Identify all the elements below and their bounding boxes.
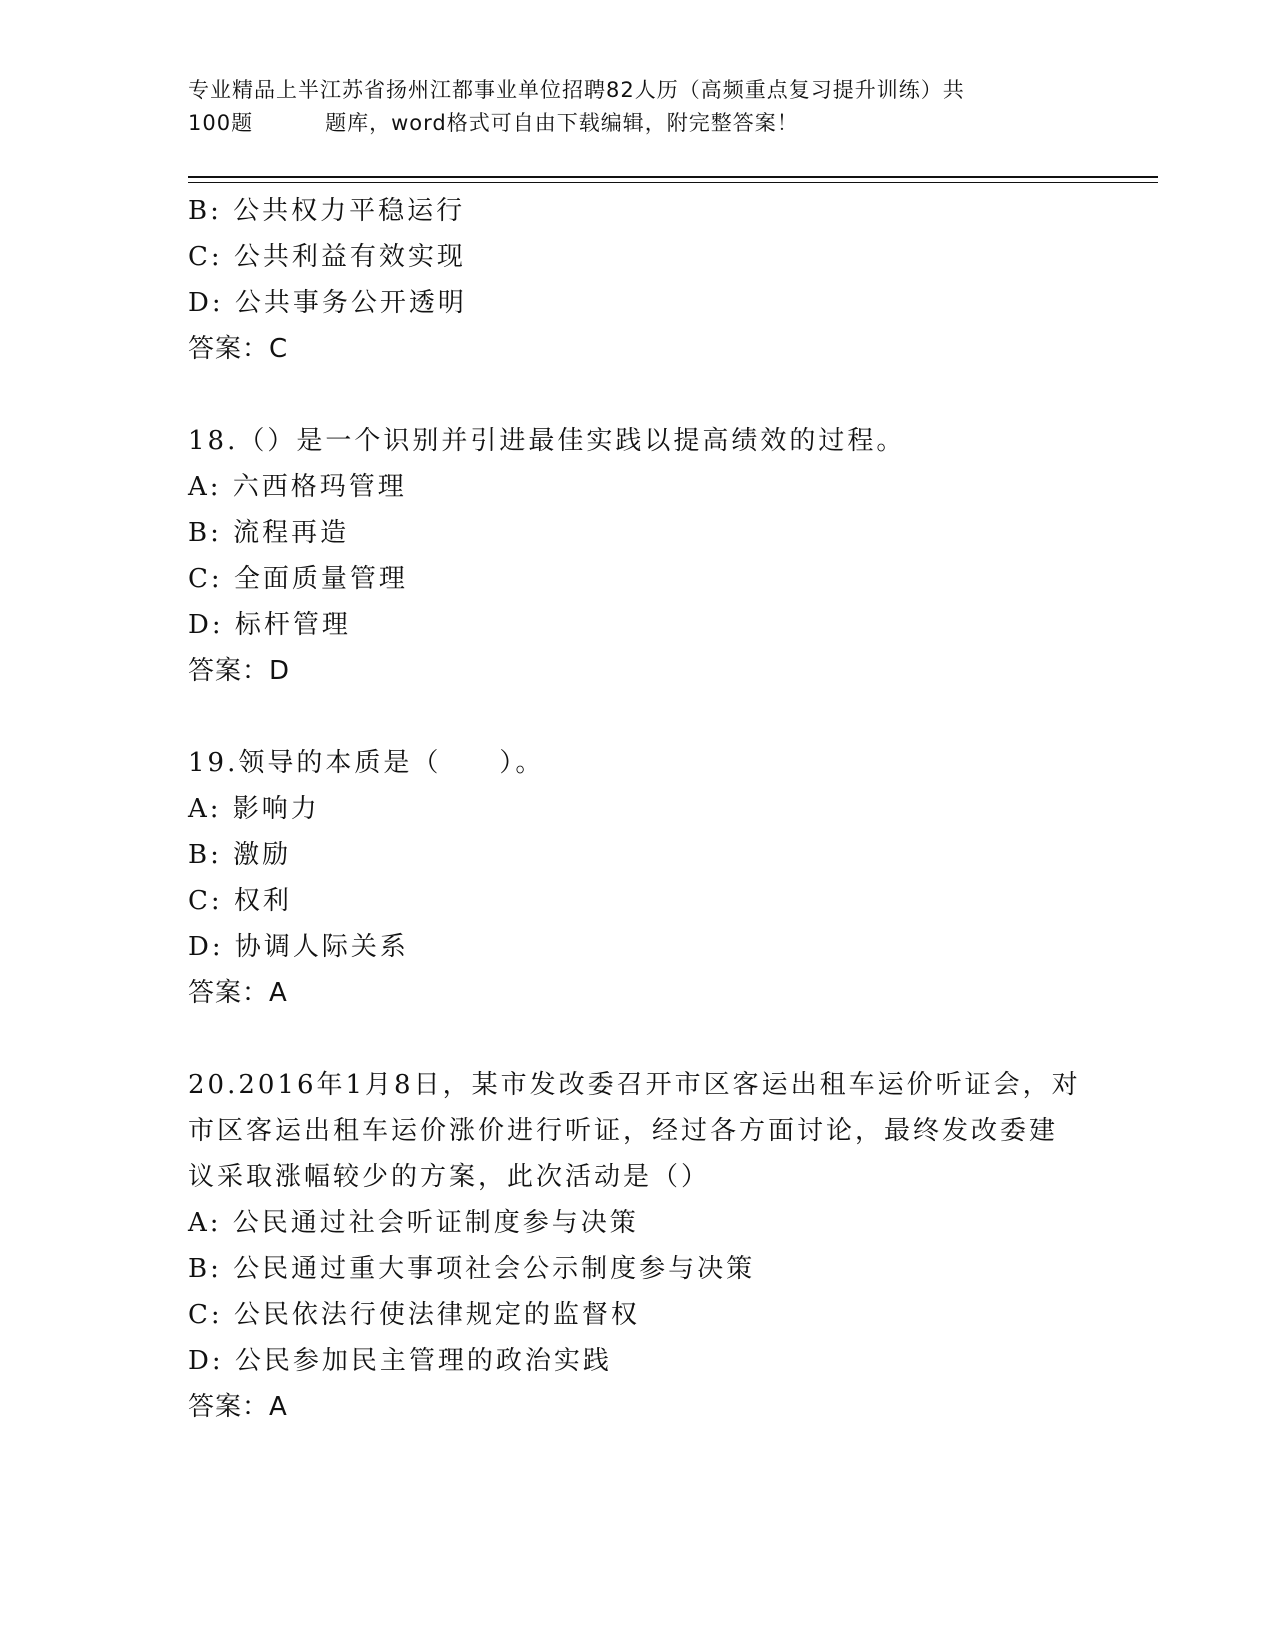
question-stem-line: 市区客运出租车运价涨价进行听证，经过各方面讨论，最终发改委建 <box>188 1116 1059 1146</box>
document-body <box>188 188 1088 1430</box>
question-18 <box>188 418 1088 694</box>
option-a: A: 影响力 <box>188 794 320 824</box>
header-line-2 <box>188 107 1088 140</box>
header-line-2-count: 100题 <box>188 111 254 135</box>
option-c: C: 权利 <box>188 886 292 916</box>
answer-line: 答案：A <box>188 1392 288 1422</box>
option-b: B: 公民通过重大事项社会公示制度参与决策 <box>188 1254 756 1284</box>
header-divider-thin <box>188 182 1158 183</box>
option-a: A: 公民通过社会听证制度参与决策 <box>188 1208 639 1238</box>
question-stem <box>188 1062 1088 1200</box>
question-stem <box>188 418 1088 464</box>
option-b: B: 激励 <box>188 840 292 870</box>
answer-line: 答案：D <box>188 656 291 686</box>
question-19 <box>188 740 1088 1016</box>
question-20 <box>188 1062 1088 1430</box>
answer-line: 答案：C <box>188 334 289 364</box>
option-c: C: 公共利益有效实现 <box>188 242 466 272</box>
option-d: D: 标杆管理 <box>188 610 351 640</box>
document-header <box>188 74 1088 140</box>
question-stem <box>188 740 1088 786</box>
header-line-1: 专业精品上半江苏省扬州江都事业单位招聘82人历（高频重点复习提升训练）共 <box>188 78 965 102</box>
option-a: A: 六西格玛管理 <box>188 472 407 502</box>
option-d: D: 协调人际关系 <box>188 932 409 962</box>
question-stem-line: 议采取涨幅较少的方案，此次活动是（） <box>188 1162 711 1192</box>
option-b: B: 公共权力平稳运行 <box>188 196 466 226</box>
option-d: D: 公民参加民主管理的政治实践 <box>188 1346 612 1376</box>
option-d: D: 公共事务公开透明 <box>188 288 467 318</box>
option-c: C: 全面质量管理 <box>188 564 408 594</box>
question-stem-line: 19.领导的本质是（ ）。 <box>188 748 545 778</box>
header-line-2-desc: 题库，word格式可自由下载编辑，附完整答案！ <box>325 111 799 135</box>
answer-line: 答案：A <box>188 978 288 1008</box>
previous-question-block <box>188 188 1088 372</box>
question-stem-line: 18.（）是一个识别并引进最佳实践以提高绩效的过程。 <box>188 426 906 456</box>
option-c: C: 公民依法行使法律规定的监督权 <box>188 1300 640 1330</box>
question-stem-line: 20.2016年1月8日，某市发改委召开市区客运出租车运价听证会，对 <box>188 1070 1081 1100</box>
option-b: B: 流程再造 <box>188 518 350 548</box>
header-divider-thick <box>188 176 1158 178</box>
